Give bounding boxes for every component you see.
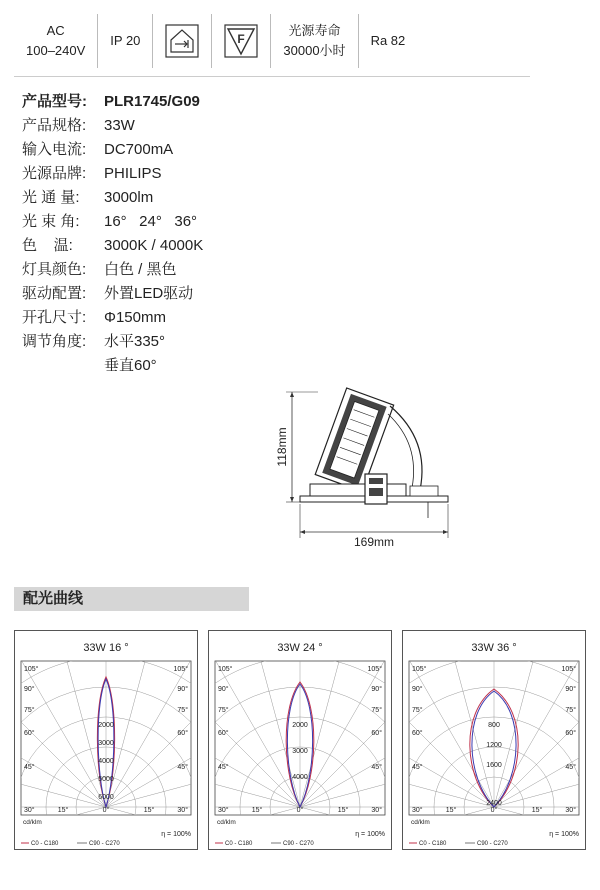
angle-label-15-right: 15°	[337, 807, 349, 814]
polar-svg	[209, 631, 391, 849]
angle-label-0: 0°	[296, 807, 304, 814]
spec-row-beam: 光 束 角: 16° 24° 36°	[22, 213, 198, 230]
spec-row-brand: 光源品牌: PHILIPS	[22, 165, 162, 182]
voltage-cell	[14, 14, 98, 68]
ip-cell	[98, 14, 153, 68]
dim-height: 118mm	[275, 427, 289, 467]
tick-value-label: 4000	[98, 758, 114, 765]
spec-row-current: 输入电流: DC700mA	[22, 141, 174, 158]
angle-label-75-right: 75°	[565, 707, 576, 714]
tick-value-label: 4000	[292, 774, 308, 781]
angle-label-60-right: 60°	[371, 730, 382, 737]
grid-radial	[209, 750, 300, 807]
spec-row-driver: 驱动配置: 外置LED驱动	[22, 285, 194, 302]
grid-radial	[437, 631, 494, 807]
voltage-line1: AC	[46, 23, 65, 38]
tick-value-label: 3000	[98, 740, 114, 747]
angle-label-15-right: 15°	[531, 807, 543, 814]
angle-label-15-left: 15°	[57, 807, 69, 814]
efficiency-label: η = 100%	[161, 831, 191, 838]
angle-label-30-left: 30°	[218, 807, 229, 814]
angle-label-30-left: 30°	[412, 807, 423, 814]
angle-label-75-left: 75°	[412, 707, 423, 714]
angle-label-45-right: 45°	[371, 764, 382, 771]
angle-label-15-left: 15°	[445, 807, 457, 814]
angle-label-30-right: 30°	[565, 807, 576, 814]
legend-c90-label: C90 - C270	[477, 841, 508, 847]
angle-label-75-left: 75°	[218, 707, 229, 714]
angle-label-75-right: 75°	[371, 707, 382, 714]
life-cell	[271, 14, 358, 68]
dim-width: 169mm	[353, 535, 395, 549]
class-ii-insulation-icon	[165, 24, 199, 58]
polar-chart-24	[208, 630, 392, 850]
angle-label-0: 0°	[102, 807, 110, 814]
voltage-line2: 100–240V	[26, 43, 86, 58]
legend-c90-label: C90 - C270	[283, 841, 314, 847]
spec-row-model: 产品型号: PLR1745/G09	[22, 93, 200, 110]
angle-label-90-left: 90°	[24, 686, 35, 693]
angle-label-0: 0°	[490, 807, 498, 814]
polar-chart-16	[14, 630, 198, 850]
angle-label-90-right: 90°	[565, 686, 576, 693]
angle-label-90-left: 90°	[412, 686, 423, 693]
class-cell	[153, 14, 212, 68]
angle-label-75-right: 75°	[177, 707, 188, 714]
angle-label-15-left: 15°	[251, 807, 263, 814]
spec-row-angle: 调节角度: 水平335°	[22, 333, 166, 350]
tick-value-label: 3000	[292, 748, 308, 755]
efficiency-label: η = 100%	[549, 831, 579, 838]
tick-value-label: 2000	[292, 722, 308, 729]
unit-label: cd/klm	[217, 819, 236, 826]
legend-c0-label: C0 - C180	[31, 841, 59, 847]
spec-row-lumen: 光 通 量: 3000lm	[22, 189, 154, 206]
grid-radial	[300, 750, 391, 807]
angle-label-45-left: 45°	[24, 764, 35, 771]
polar-title: 33W 16 °	[83, 642, 129, 654]
spec-list	[22, 90, 203, 378]
tick-value-label: 6000	[98, 794, 114, 801]
fixture-dimension-drawing	[270, 380, 470, 550]
angle-label-60-left: 60°	[412, 730, 423, 737]
efficiency-label: η = 100%	[355, 831, 385, 838]
tick-value-label: 5000	[98, 776, 114, 783]
f-mark-cell	[212, 14, 271, 68]
grid-radial	[106, 750, 197, 807]
ra-cell	[359, 14, 418, 68]
polar-title: 33W 24 °	[277, 642, 323, 654]
angle-label-60-right: 60°	[177, 730, 188, 737]
section-title: 配光曲线	[14, 587, 249, 611]
angle-label-30-left: 30°	[24, 807, 35, 814]
life-line2: 30000小时	[283, 43, 346, 58]
angle-label-15-right: 15°	[143, 807, 155, 814]
polar-svg	[403, 631, 585, 849]
life-line1: 光源寿命	[288, 23, 341, 38]
angle-label-90-right: 90°	[371, 686, 382, 693]
angle-label-60-left: 60°	[24, 730, 35, 737]
unit-label: cd/klm	[411, 819, 430, 826]
angle-label-90-left: 90°	[218, 686, 229, 693]
tick-value-label: 1200	[486, 742, 502, 749]
polar-lines	[209, 631, 391, 849]
grid-radial	[403, 750, 494, 807]
grid-radial	[15, 750, 106, 807]
angle-label-105-left: 105°	[218, 666, 233, 673]
f-mark-triangle-icon	[224, 24, 258, 58]
angle-label-45-right: 45°	[177, 764, 188, 771]
angle-label-105-right: 105°	[367, 666, 382, 673]
spec-bar	[14, 14, 417, 68]
spec-row-angle-vertical: 垂直60°	[104, 357, 157, 374]
tick-value-label: 1600	[486, 762, 502, 769]
tick-value-label: 2000	[98, 722, 114, 729]
polar-chart-36	[402, 630, 586, 850]
polar-lines	[403, 631, 585, 849]
polar-svg	[15, 631, 197, 849]
grid-radial	[494, 631, 551, 807]
angle-label-90-right: 90°	[177, 686, 188, 693]
spec-row-cct: 色 温: 3000K / 4000K	[22, 237, 204, 254]
grid-radial	[494, 750, 585, 807]
tick-value-label: 2400	[486, 800, 502, 807]
ra-value: Ra 82	[370, 33, 406, 48]
angle-label-45-left: 45°	[218, 764, 229, 771]
angle-label-30-right: 30°	[371, 807, 382, 814]
angle-label-60-left: 60°	[218, 730, 229, 737]
spec-row-power: 产品规格: 33W	[22, 117, 135, 134]
angle-label-105-right: 105°	[561, 666, 576, 673]
legend-c0-label: C0 - C180	[419, 841, 447, 847]
angle-label-60-right: 60°	[565, 730, 576, 737]
angle-label-30-right: 30°	[177, 807, 188, 814]
spec-row-color: 灯具颜色: 白色 / 黑色	[22, 261, 177, 278]
angle-label-45-right: 45°	[565, 764, 576, 771]
legend-c90-label: C90 - C270	[89, 841, 120, 847]
unit-label: cd/klm	[23, 819, 42, 826]
divider	[14, 76, 530, 77]
angle-label-75-left: 75°	[24, 707, 35, 714]
ip-rating: IP 20	[110, 33, 141, 48]
angle-label-105-left: 105°	[24, 666, 39, 673]
f-mark-label: F	[237, 32, 246, 46]
polar-title: 33W 36 °	[471, 642, 517, 654]
spec-row-cutout: 开孔尺寸: Φ150mm	[22, 309, 166, 326]
tick-value-label: 800	[488, 722, 500, 729]
angle-label-45-left: 45°	[412, 764, 423, 771]
angle-label-105-right: 105°	[173, 666, 188, 673]
legend-c0-label: C0 - C180	[225, 841, 253, 847]
angle-label-105-left: 105°	[412, 666, 427, 673]
